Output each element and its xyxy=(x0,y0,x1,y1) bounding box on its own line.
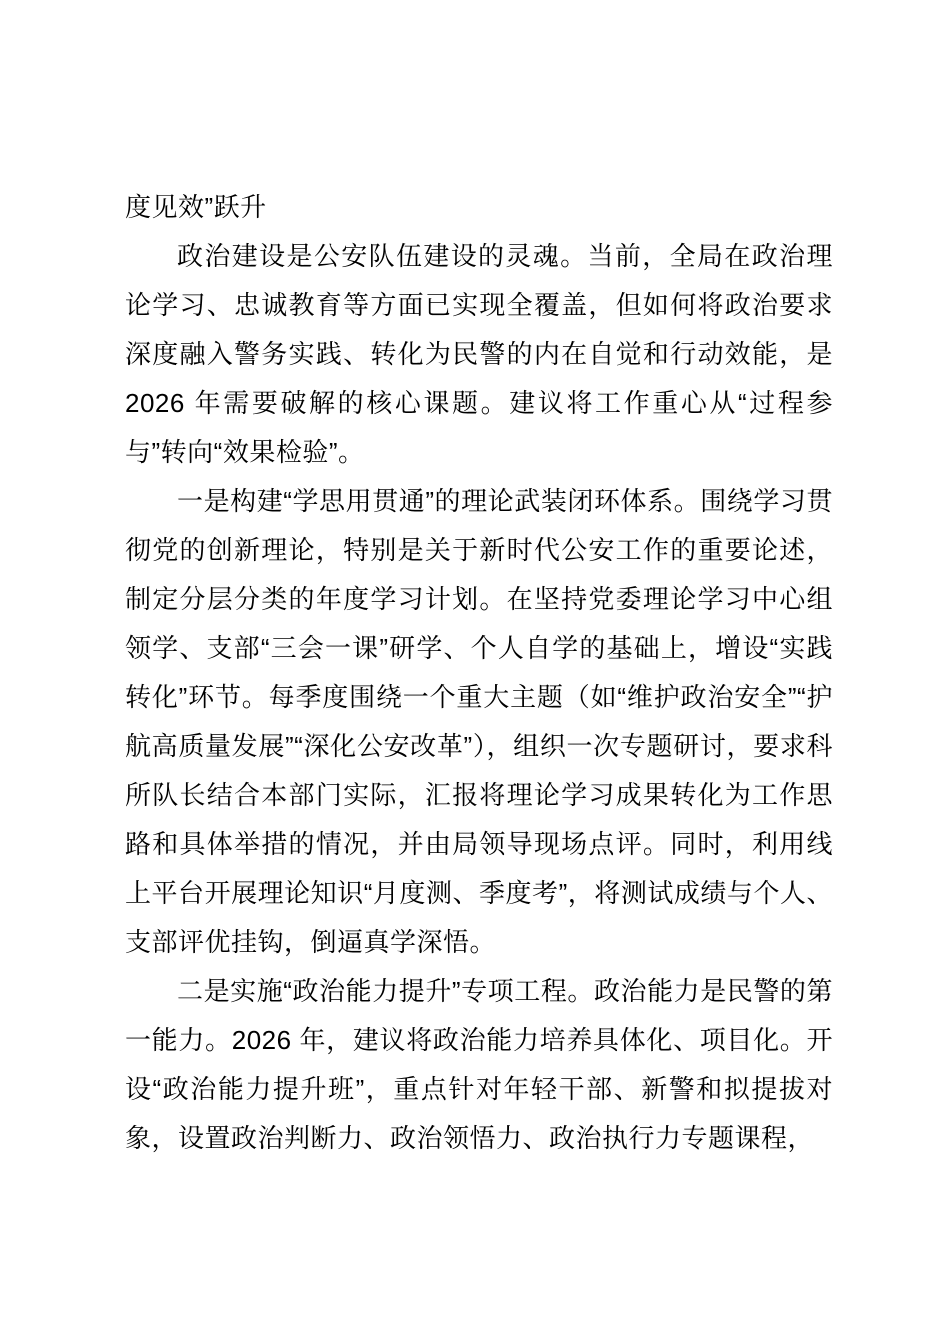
paragraph-point-two: 二是实施“政治能力提升”专项工程。政治能力是民警的第一能力。2026 年，建议将政治能力培养具体化、项目化。开设“政治能力提升班”，重点针对年轻干部、新警和拟提拔对象，设置政治判断力、政治领悟力、政治执行力专题课程， xyxy=(125,976,833,1153)
heading-continuation-line: 度见效”跃升 xyxy=(125,192,267,222)
document-body xyxy=(125,183,833,1163)
paragraph-intro: 政治建设是公安队伍建设的灵魂。当前，全局在政治理论学习、忠诚教育等方面已实现全覆盖，但如何将政治要求深度融入警务实践、转化为民警的内在自觉和行动效能，是 2026 年需要破解的核心课题。建议将工作重心从“过程参与”转向“效果检验”。 xyxy=(125,241,833,467)
paragraph-point-one: 一是构建“学思用贯通”的理论武装闭环体系。围绕学习贯彻党的创新理论，特别是关于新时代公安工作的重要论述，制定分层分类的年度学习计划。在坚持党委理论学习中心组领学、支部“三会一课”研学、个人自学的基础上，增设“实践转化”环节。每季度围绕一个重大主题（如“维护政治安全”“护航高质量发展”“深化公安改革”），组织一次专题研讨，要求科所队长结合本部门实际，汇报将理论学习成果转化为工作思路和具体举措的情况，并由局领导现场点评。同时，利用线上平台开展理论知识“月度测、季度考”，将测试成绩与个人、支部评优挂钩，倒逼真学深悟。 xyxy=(125,486,833,957)
